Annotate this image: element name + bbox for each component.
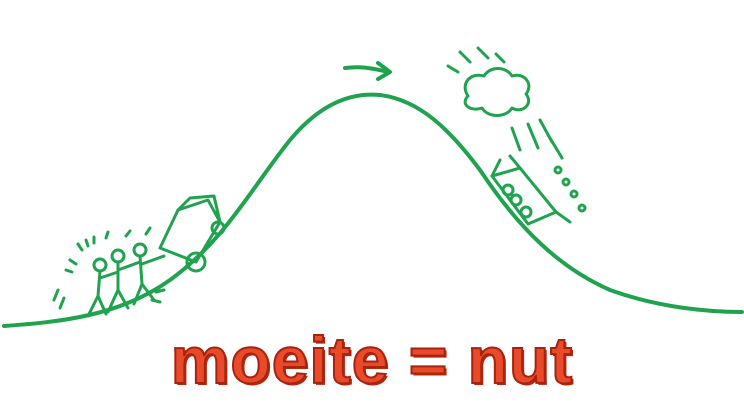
direction-arrow-icon [345, 63, 390, 79]
hill-curve [4, 95, 742, 326]
dust-cloud-drawing [448, 48, 529, 116]
caption-text: moeite = nut [170, 323, 574, 397]
